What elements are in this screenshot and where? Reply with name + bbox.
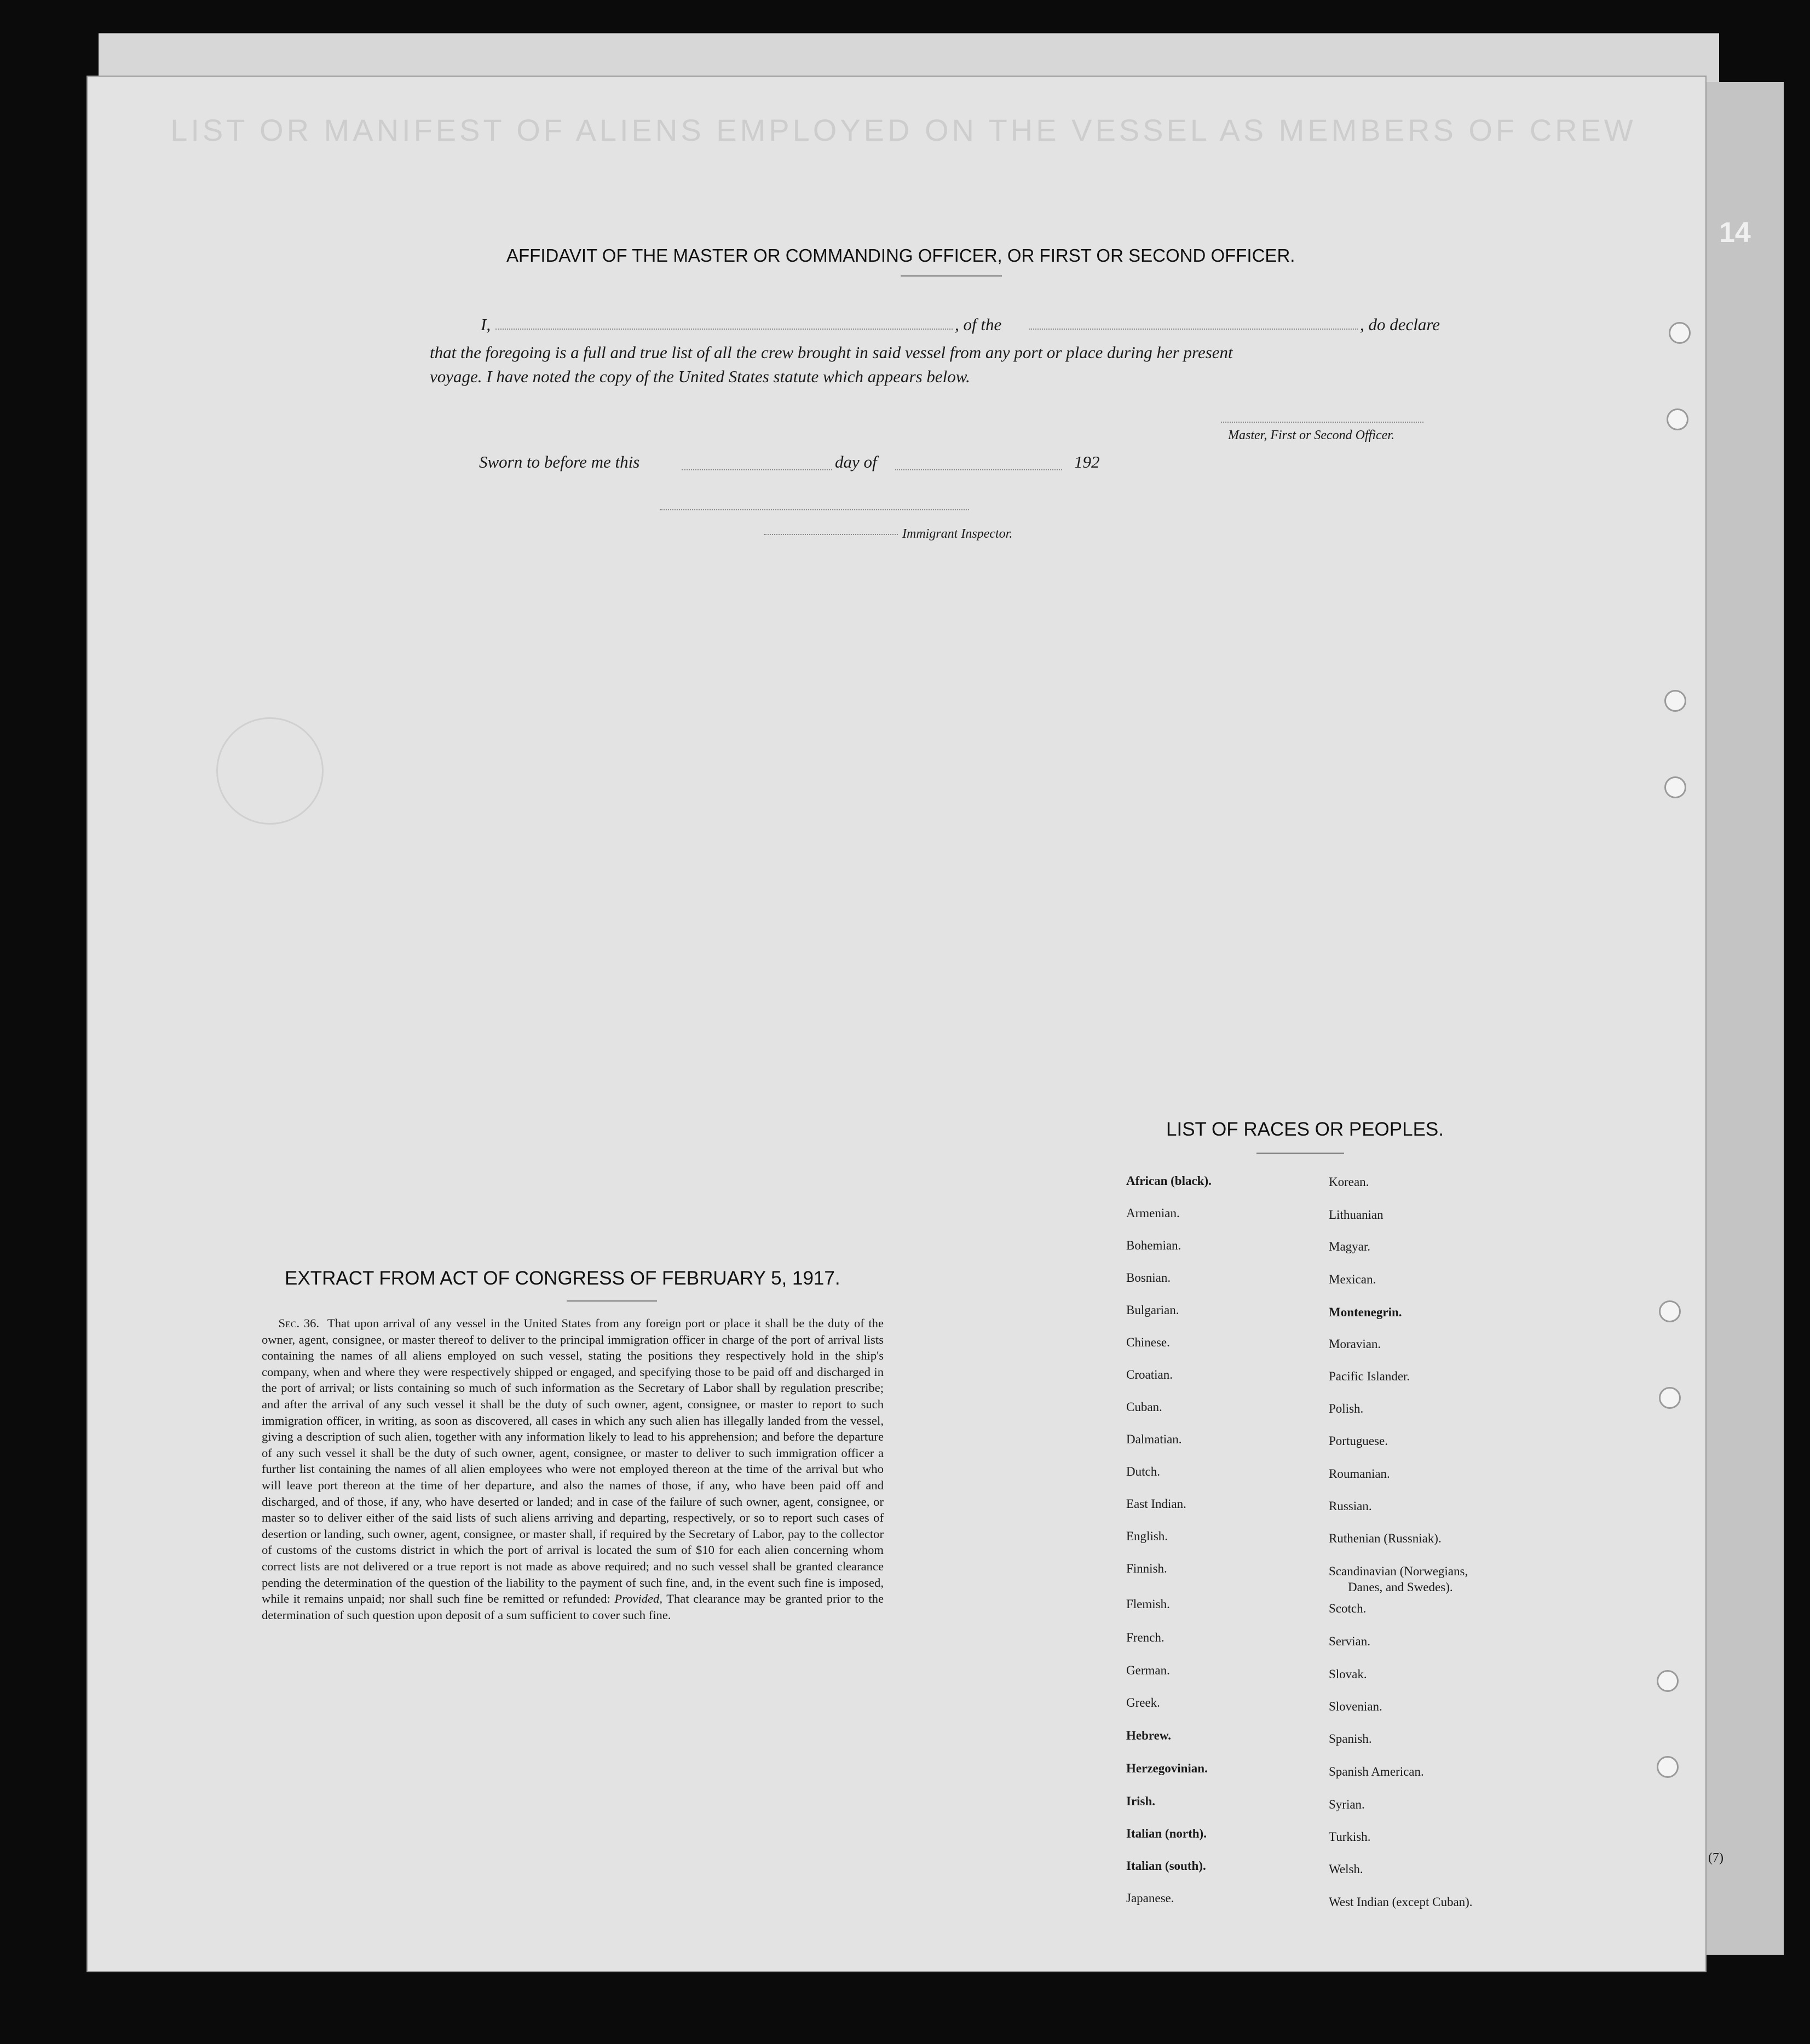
- race-right-item: Slovenian.: [1329, 1700, 1382, 1713]
- race-left-item: Japanese.: [1126, 1891, 1174, 1905]
- race-right-item: Roumanian.: [1329, 1467, 1390, 1481]
- race-right-item: Russian.: [1329, 1499, 1372, 1513]
- binder-hole: [1657, 1670, 1679, 1692]
- race-right-item: Pacific Islander.: [1329, 1369, 1410, 1383]
- faint-stamp: [216, 717, 324, 825]
- section-text-1: That upon arrival of any vessel in the United States from any foreign port or place it shall be the duty of the owner, agent, consignee, or master thereof to deliver to the principal immigration officer in charge of the port of arrival lists containing the names of all aliens employed on such vessel, stating the positions they respectively hold in the ship's company, when and where they were respectively shipped or engaged, and specifying those to be paid off and discharged in the port of arrival; or lists containing so much of such information as the Secretary of Labor shall by regulation prescribe; and after the arrival of any such vessel it shall be the duty of such owner, agent, consignee, or master to report to such immigration officer, in writing, as soon as discovered, all cases in which any such alien has illegally landed from the vessel, giving a description of such alien, together with any information likely to lead to his apprehension; and before the departure of any such vessel it shall be the duty of such owner, agent, consignee, or master to deliver to such immigration officer a further list containing the names of all alien employees who were not employed thereon at the time of the arrival but who will leave port thereon at the time of her departure, and also the names of those, if any, who have been paid off and discharged, and of those, if any, who have deserted or landed; and in case of the failure of such owner, agent, consignee, or master so to deliver either of the said lists of such aliens arriving and departing, respectively, or so to report such cases of desertion or landing, such owner, agent, consignee, or master shall, if required by the Secretary of Labor, pay to the collector of customs of the customs district in which the port of arrival is located the sum of $10 for each alien concerning whom correct lists are not delivered or a true report is not made as above required; and no such vessel shall be granted clearance pending the determination of the question of the liability to the payment of such fine, and, in the event such fine is imposed, while it remains unpaid; nor shall such fine be remitted or refunded:: [262, 1316, 884, 1606]
- affidavit-text-line3: voyage. I have noted the copy of the United States statute which appears below.: [430, 367, 970, 386]
- affidavit-title: AFFIDAVIT OF THE MASTER OR COMMANDING OFFICER, OR FIRST OR SECOND OFFICER.: [506, 245, 1295, 266]
- race-left-item: Armenian.: [1126, 1206, 1180, 1220]
- race-left-item: Greek.: [1126, 1696, 1160, 1709]
- race-left-item: English.: [1126, 1529, 1168, 1543]
- race-right-item: Scandinavian (Norwegians,: [1329, 1564, 1468, 1578]
- sworn-label: Sworn to before me this: [479, 452, 640, 471]
- race-right-item: Spanish American.: [1329, 1765, 1424, 1778]
- inspector-label: Immigrant Inspector.: [902, 527, 1013, 541]
- race-right-item: Portuguese.: [1329, 1434, 1388, 1448]
- binder-hole: [1664, 776, 1686, 798]
- binder-hole: [1659, 1387, 1681, 1409]
- race-right-item: Servian.: [1329, 1634, 1371, 1648]
- race-left-item: Italian (south).: [1126, 1859, 1206, 1873]
- race-right-item: Polish.: [1329, 1402, 1364, 1415]
- race-left-item: Croatian.: [1126, 1368, 1173, 1381]
- races-title-rule: [1256, 1153, 1344, 1154]
- section-text-2: That clearance may be granted prior to the determination of such question upon deposit of a sum sufficient to cover such fine.: [262, 1592, 884, 1622]
- extract-title-rule: [567, 1300, 657, 1302]
- race-left-item: Flemish.: [1126, 1597, 1170, 1611]
- race-left-item: Dalmatian.: [1126, 1432, 1182, 1446]
- race-right-item: Lithuanian: [1329, 1208, 1384, 1222]
- inspector-signature-blank[interactable]: [660, 509, 969, 510]
- affidavit-do-declare-label: , do declare: [1360, 315, 1440, 334]
- race-left-item: Italian (north).: [1126, 1827, 1207, 1840]
- race-left-item: Dutch.: [1126, 1465, 1160, 1478]
- affidavit-text-line2: that the foregoing is a full and true list of all the crew brought in said vessel from any port or place during her present: [430, 343, 1233, 362]
- race-left-item: Hebrew.: [1126, 1729, 1171, 1742]
- bleed-through-header: LIST OR MANIFEST OF ALIENS EMPLOYED ON THE VESSEL AS MEMBERS OF CREW: [170, 113, 1636, 147]
- day-blank[interactable]: [682, 469, 832, 470]
- race-right-item: Magyar.: [1329, 1240, 1371, 1253]
- binder-hole: [1667, 408, 1688, 430]
- race-right-item: Danes, and Swedes).: [1348, 1580, 1453, 1594]
- vessel-blank[interactable]: [1029, 329, 1358, 330]
- provided-label: Provided,: [614, 1592, 662, 1606]
- race-right-item: Syrian.: [1329, 1798, 1365, 1811]
- race-right-item: West Indian (except Cuban).: [1329, 1895, 1473, 1909]
- race-right-item: Scotch.: [1329, 1602, 1367, 1615]
- extract-section-36: [262, 1315, 884, 1623]
- affidavit-of-the-label: , of the: [955, 315, 1002, 334]
- race-left-item: Finnish.: [1126, 1562, 1167, 1575]
- race-right-item: Turkish.: [1329, 1830, 1371, 1844]
- race-left-item: Herzegovinian.: [1126, 1761, 1208, 1775]
- day-of-label: day of: [835, 452, 877, 471]
- footer-mark: (7): [1708, 1851, 1723, 1865]
- master-signature-blank[interactable]: [1221, 422, 1423, 423]
- race-left-item: German.: [1126, 1663, 1170, 1677]
- race-left-item: French.: [1126, 1631, 1165, 1644]
- race-right-item: Welsh.: [1329, 1862, 1363, 1876]
- race-left-item: African (black).: [1126, 1174, 1212, 1188]
- inspector-short-rule: [764, 534, 898, 535]
- race-left-item: Bohemian.: [1126, 1239, 1181, 1252]
- race-right-item: Montenegrin.: [1329, 1305, 1402, 1319]
- race-left-item: Chinese.: [1126, 1335, 1170, 1349]
- race-left-item: Bosnian.: [1126, 1271, 1171, 1285]
- page-number: 14: [1719, 217, 1751, 249]
- affidavit-title-rule: [901, 275, 1002, 277]
- race-left-item: Irish.: [1126, 1794, 1156, 1808]
- name-blank[interactable]: [495, 329, 953, 330]
- race-right-item: Ruthenian (Russniak).: [1329, 1531, 1442, 1545]
- master-signature-label: Master, First or Second Officer.: [1228, 428, 1394, 442]
- race-left-item: East Indian.: [1126, 1497, 1186, 1511]
- binder-hole: [1659, 1300, 1681, 1322]
- binder-hole: [1657, 1756, 1679, 1778]
- month-blank[interactable]: [895, 469, 1062, 470]
- binder-hole: [1669, 322, 1691, 344]
- binder-hole: [1664, 690, 1686, 712]
- year-label: 192: [1074, 452, 1100, 471]
- race-right-item: Mexican.: [1329, 1273, 1376, 1286]
- race-right-item: Spanish.: [1329, 1732, 1372, 1746]
- race-right-item: Slovak.: [1329, 1667, 1367, 1681]
- race-left-item: Bulgarian.: [1126, 1303, 1179, 1317]
- extract-title: EXTRACT FROM ACT OF CONGRESS OF FEBRUARY 5, 1917.: [285, 1268, 840, 1289]
- race-right-item: Moravian.: [1329, 1337, 1381, 1351]
- section-label: Sec. 36.: [278, 1316, 320, 1330]
- race-left-item: Cuban.: [1126, 1400, 1162, 1414]
- affidavit-i-label: I,: [481, 315, 491, 334]
- race-right-item: Korean.: [1329, 1175, 1369, 1189]
- races-title: LIST OF RACES OR PEOPLES.: [1166, 1119, 1444, 1140]
